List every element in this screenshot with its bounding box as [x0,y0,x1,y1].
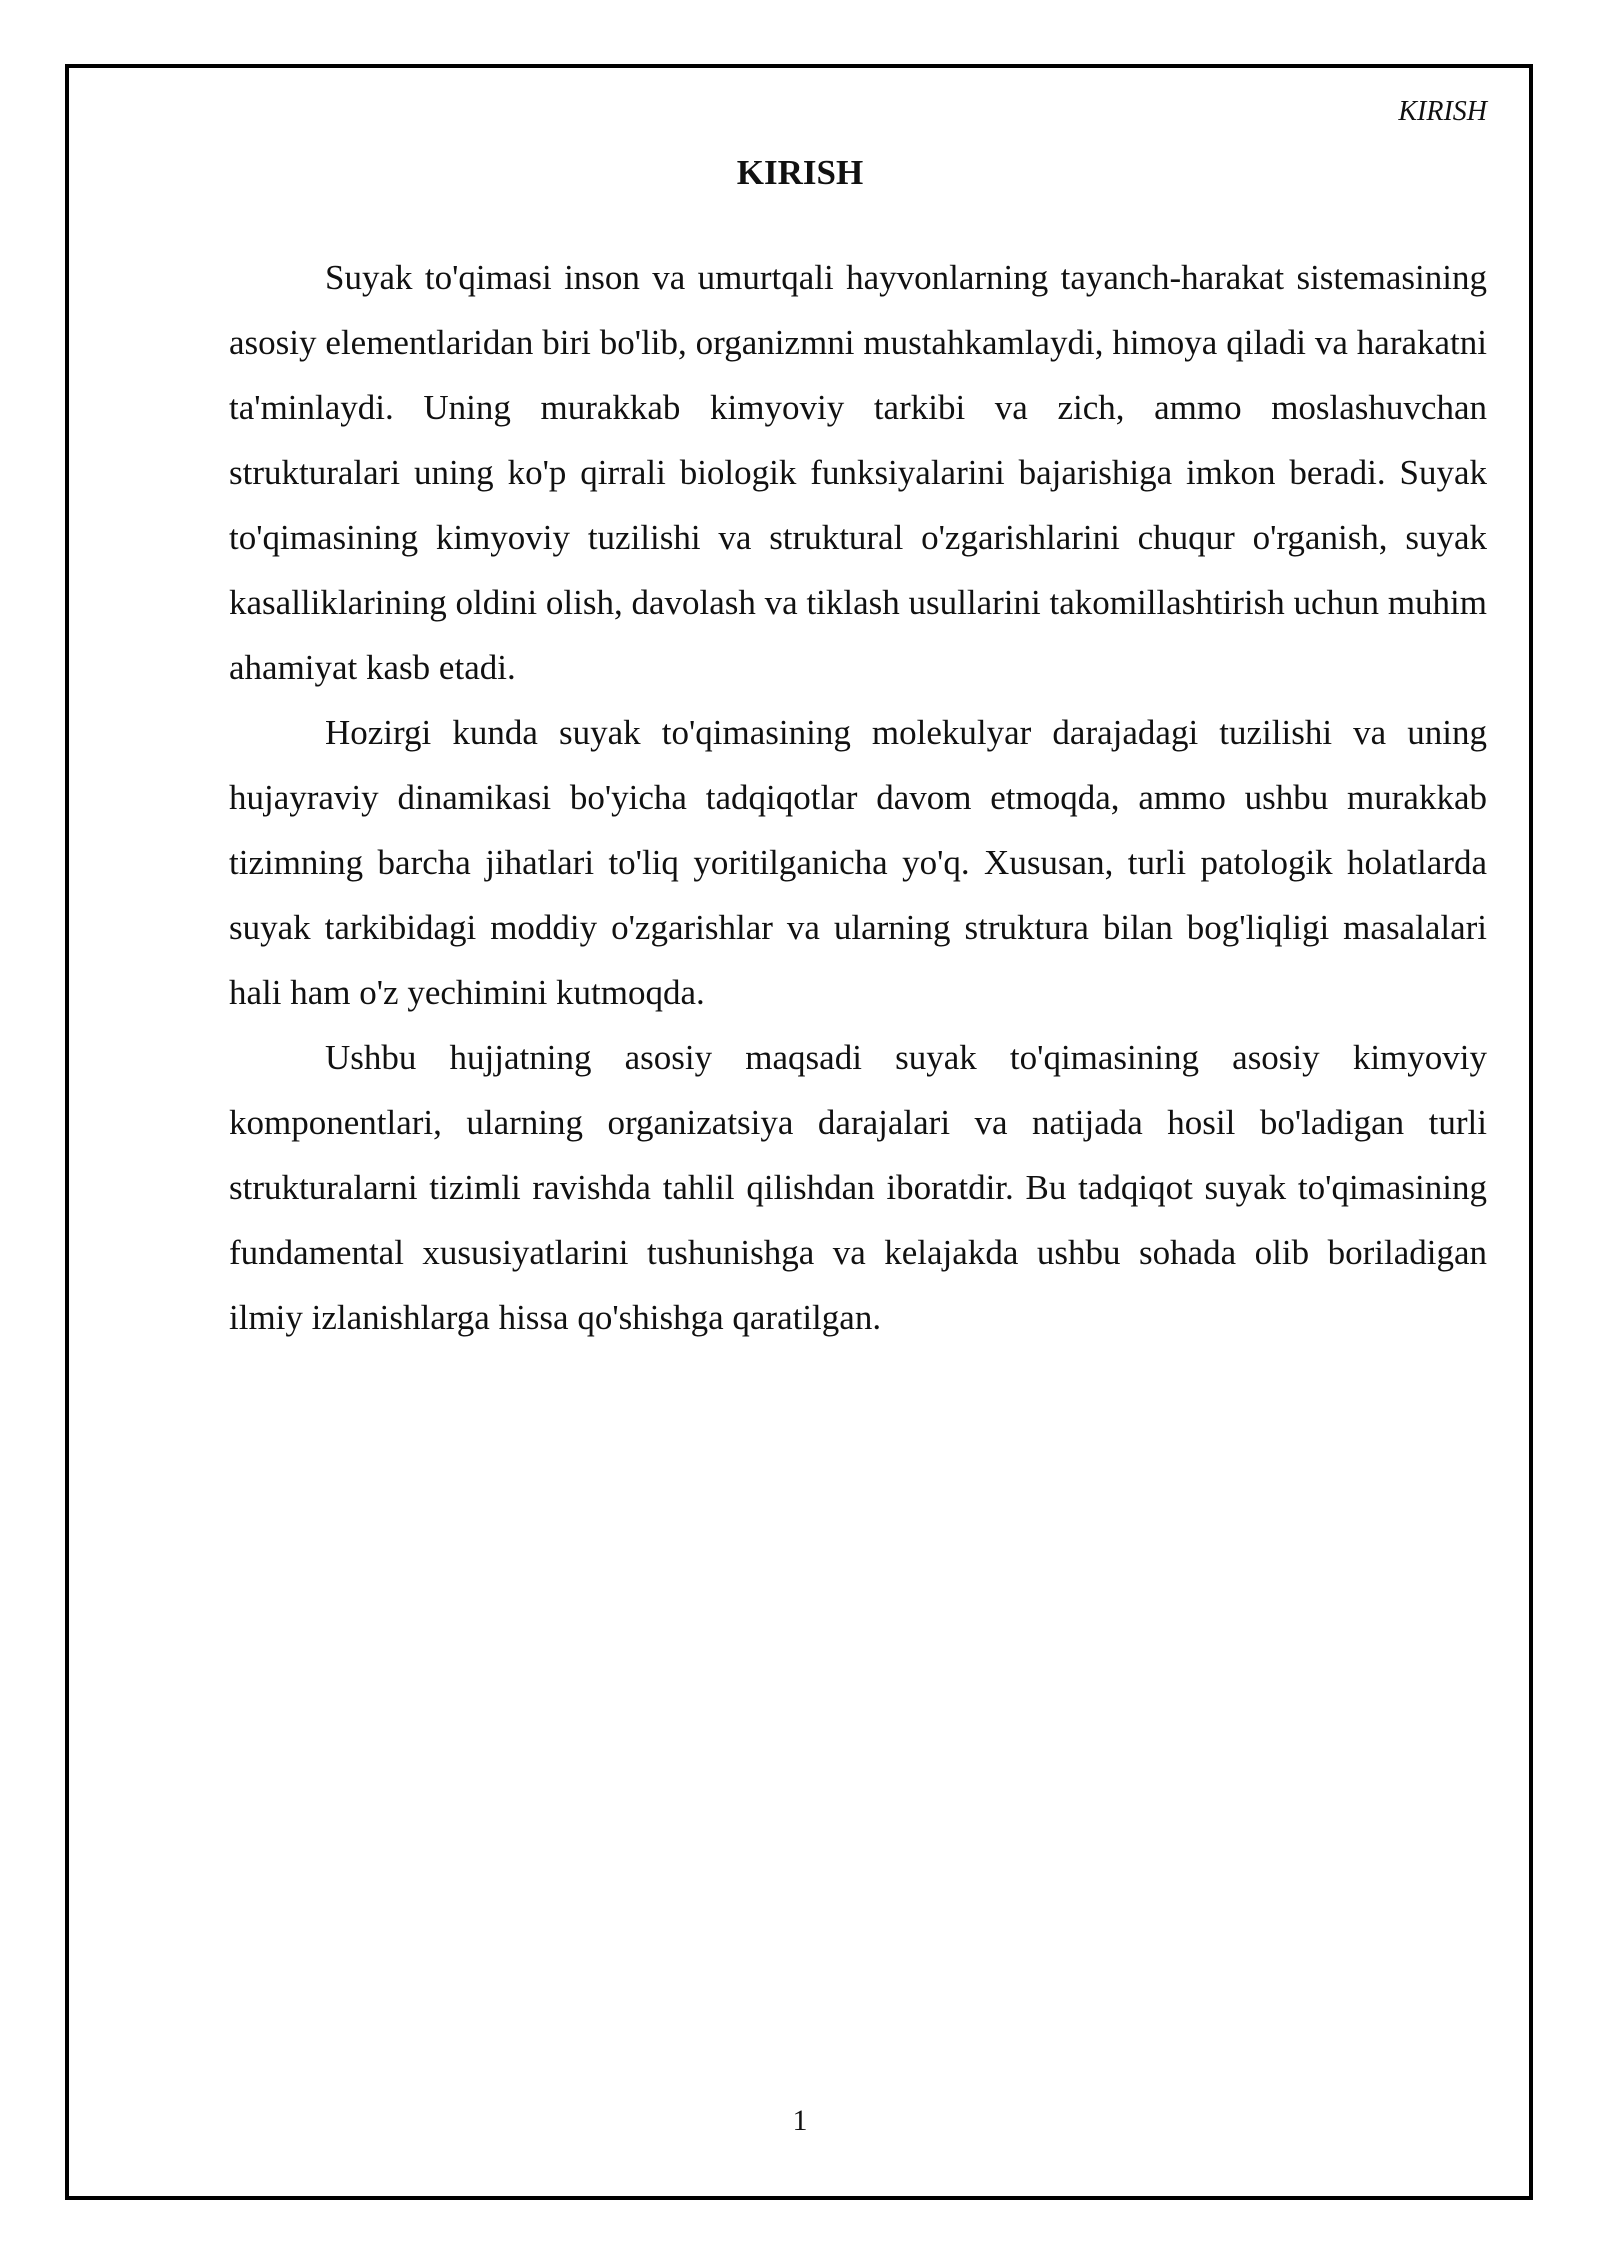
running-header: KIRISH [1398,96,1487,127]
page-number: 1 [792,2104,808,2137]
paragraph-3: Ushbu hujjatning asosiy maqsadi suyak to'qimasining asosiy kimyoviy komponentlari, ularning organizatsiya darajalari va natijada hosil bo'ladigan turli strukturalarni tizimli ravishda tahlil qilishdan iboratdir. Bu tadqiqot suyak to'qimasining fundamental xususiyatlarini tushunishga va kelajakda ushbu sohada olib boriladigan ilmiy izlanishlarga hissa qo'shishga qaratilgan. [229,1038,1487,1337]
paragraph-1: Suyak to'qimasi inson va umurtqali hayvonlarning tayanch-harakat sistemasining asosiy elementlaridan biri bo'lib, organizmni mustahkamlaydi, himoya qiladi va harakatni ta'minlaydi. Uning murakkab kimyoviy tarkibi va zich, ammo moslashuvchan strukturalari uning ko'p qirrali biologik funksiyalarini bajarishiga imkon beradi. Suyak to'qimasining kimyoviy tuzilishi va struktural o'zgarishlarini chuqur o'rganish, suyak kasalliklarining oldini olish, davolash va tiklash usullarini takomillashtirish uchun muhim ahamiyat kasb etadi. [229,258,1487,687]
section-title: KIRISH [736,153,864,192]
paragraph-2: Hozirgi kunda suyak to'qimasining molekulyar darajadagi tuzilishi va uning hujayraviy dinamikasi bo'yicha tadqiqotlar davom etmoqda, ammo ushbu murakkab tizimning barcha jihatlari to'liq yoritilganicha yo'q. Xususan, turli patologik holatlarda suyak tarkibidagi moddiy o'zgarishlar va ularning struktura bilan bog'liqligi masalalari hali ham o'z yechimini kutmoqda. [229,713,1487,1012]
document-body [229,245,1487,1350]
